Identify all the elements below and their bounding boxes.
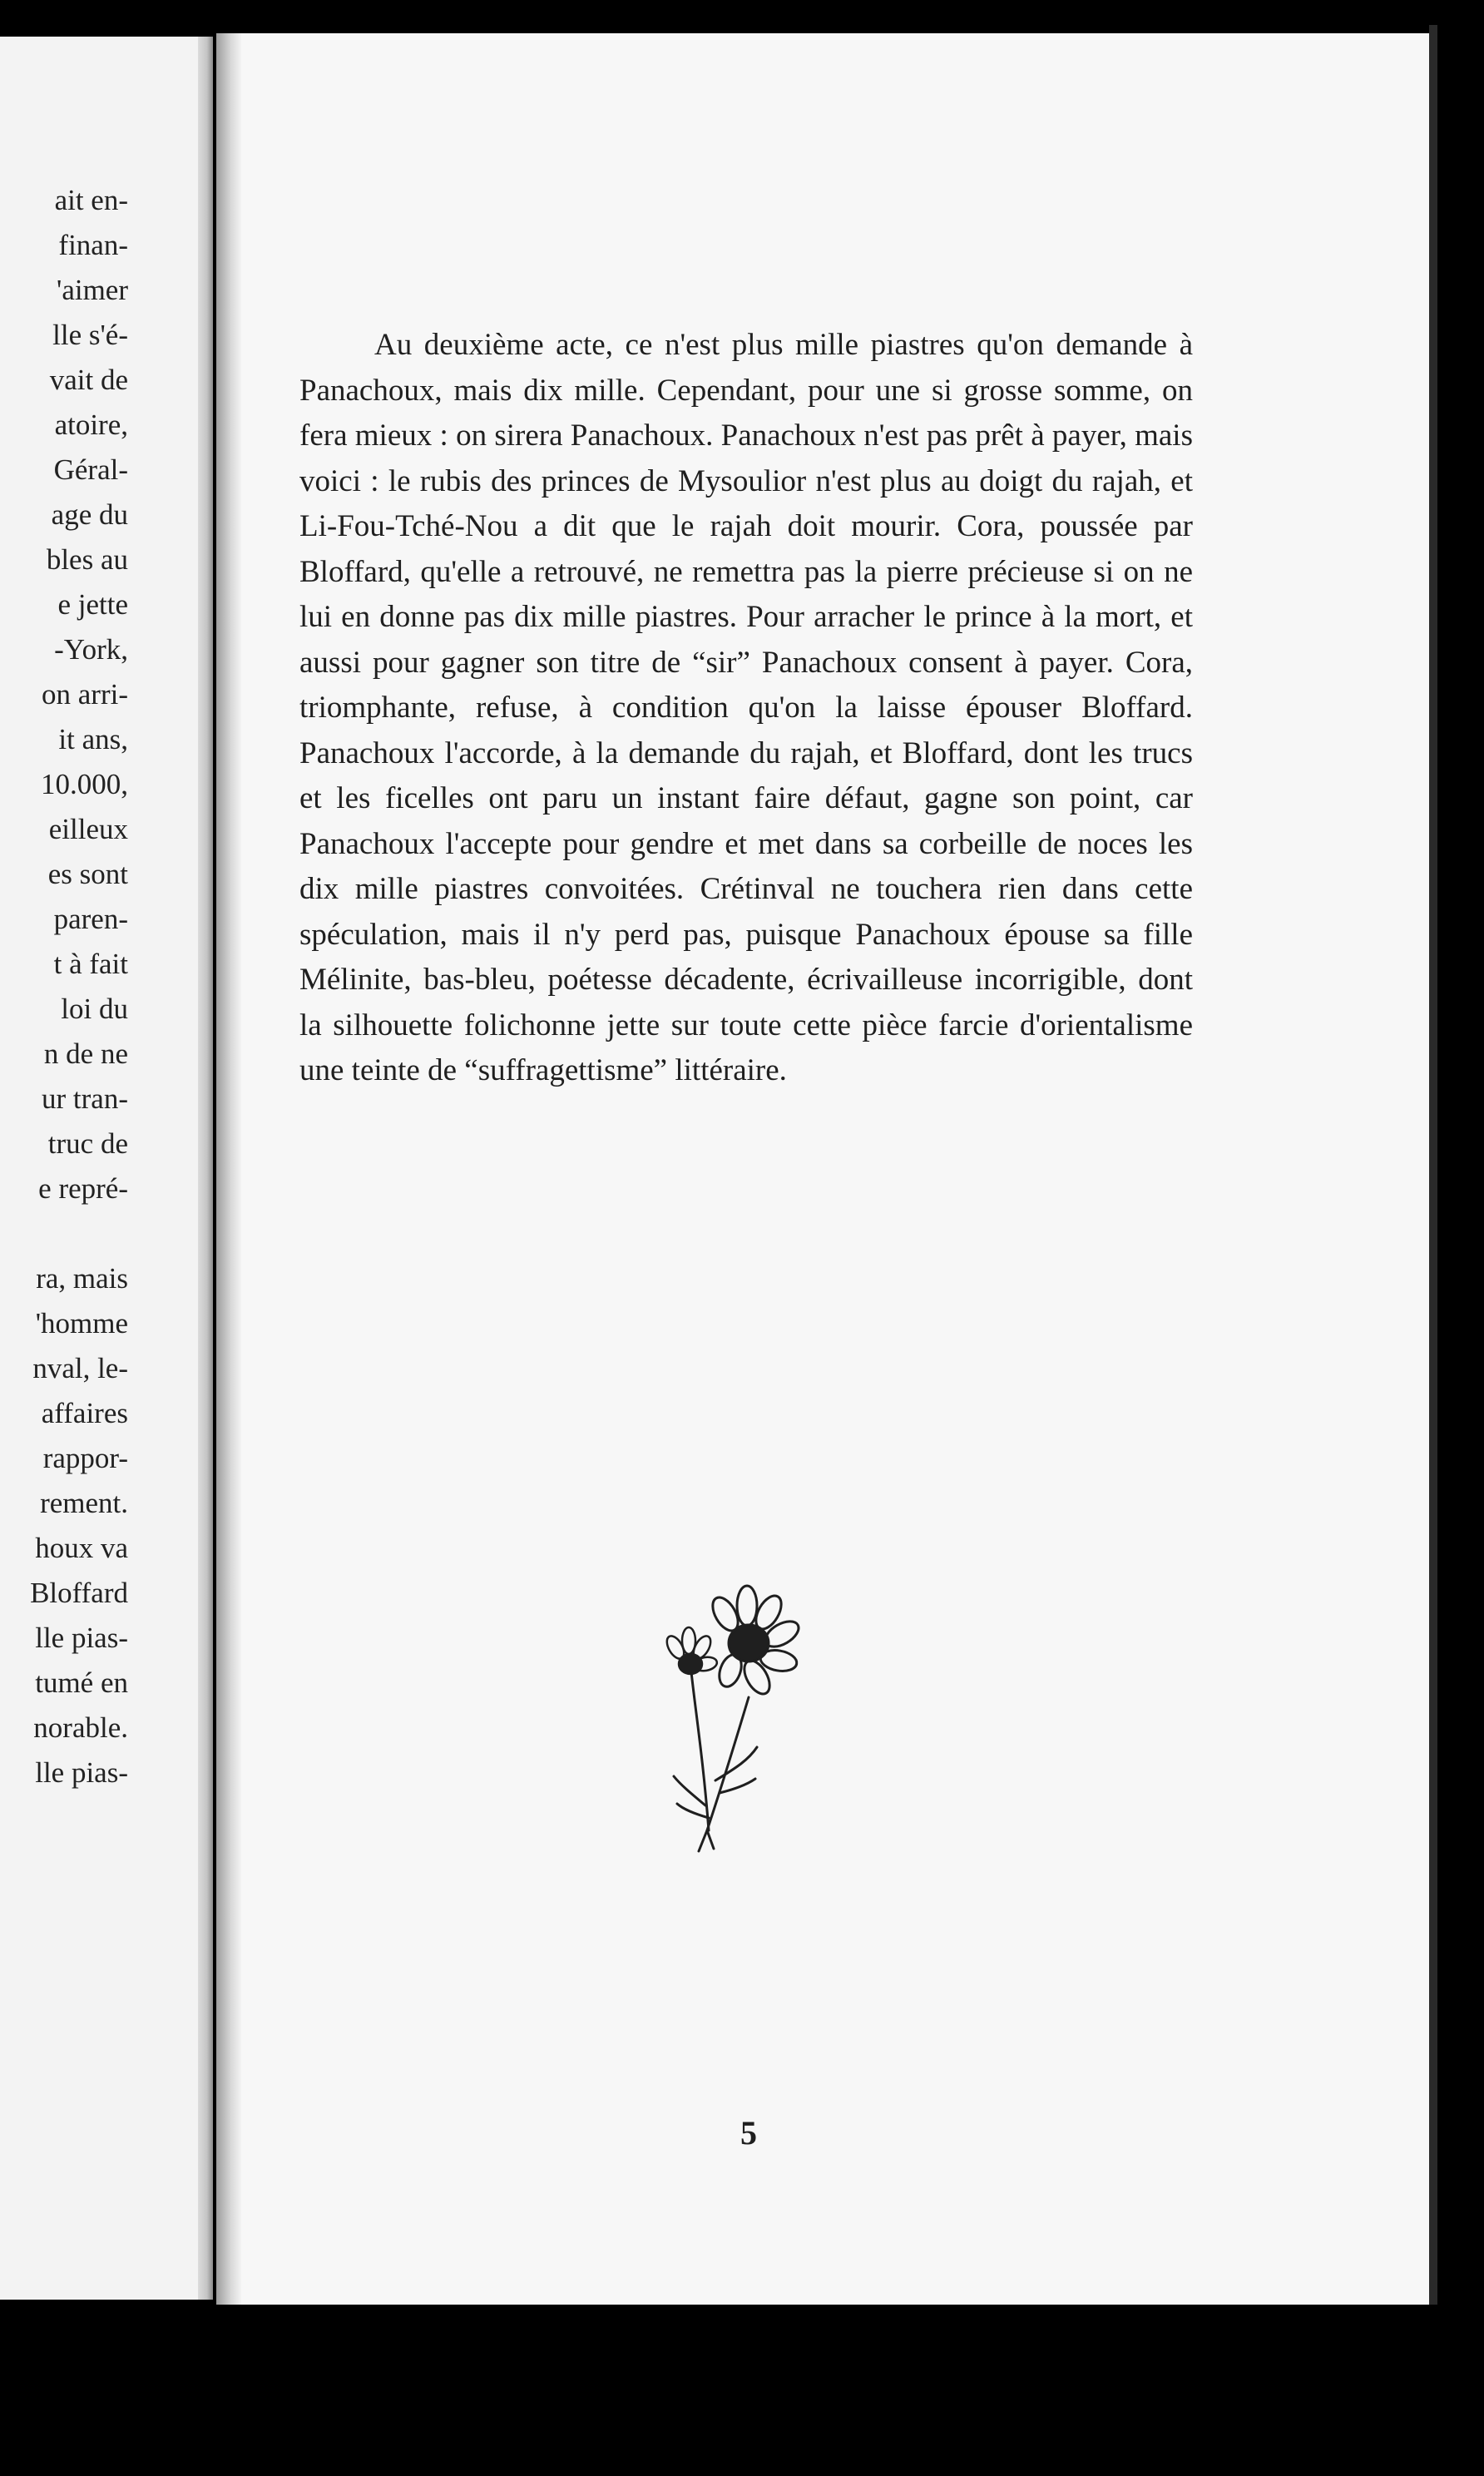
left-page-line: ait en- xyxy=(54,184,128,216)
left-page-line: atoire, xyxy=(54,409,128,441)
left-page-line: Géral- xyxy=(53,453,128,486)
left-page-line: it ans, xyxy=(58,723,128,755)
page-gutter xyxy=(216,33,241,2305)
left-page-line: finan- xyxy=(58,229,128,261)
left-page-line xyxy=(0,1211,128,1256)
left-page-line: t à fait xyxy=(53,948,128,980)
left-page-line: tumé en xyxy=(35,1666,128,1699)
left-page-line: rement. xyxy=(40,1487,128,1519)
page-right-edge xyxy=(1429,25,1437,2305)
left-page-line: 'homme xyxy=(35,1307,128,1340)
left-page-line: 10.000, xyxy=(41,768,128,800)
left-page-line: ur tran- xyxy=(42,1082,128,1115)
left-page-line: lle s'é- xyxy=(52,319,128,351)
left-page-line: truc de xyxy=(47,1127,128,1160)
left-page-text xyxy=(0,178,128,1795)
flower-ornament-icon xyxy=(657,1581,840,1864)
left-page-line: on arri- xyxy=(42,678,128,711)
left-page-line: paren- xyxy=(53,903,128,935)
left-page-line: ra, mais xyxy=(36,1262,128,1295)
left-page-line: loi du xyxy=(61,993,128,1025)
left-page-line: -York, xyxy=(54,633,128,666)
left-page-fragment xyxy=(0,37,213,2300)
left-page-line: age du xyxy=(51,498,128,531)
page-number: 5 xyxy=(740,2114,757,2152)
left-page-line: nval, le- xyxy=(32,1352,128,1384)
left-page-line: e jette xyxy=(57,588,128,621)
left-page-line: Bloffard xyxy=(30,1577,128,1609)
left-page-line: houx va xyxy=(35,1532,128,1564)
left-page-line: lle pias- xyxy=(35,1622,128,1654)
left-page-line: n de ne xyxy=(43,1037,128,1070)
main-page xyxy=(216,33,1429,2305)
left-page-line: es sont xyxy=(47,858,128,890)
left-page-line: bles au xyxy=(46,543,128,576)
left-page-line: lle pias- xyxy=(35,1756,128,1789)
left-page-line: eilleux xyxy=(48,813,128,845)
left-page-line: affaires xyxy=(41,1397,128,1429)
left-page-line: vait de xyxy=(49,364,128,396)
body-paragraph: Au deuxième acte, ce n'est plus mille piastres qu'on demande à Panachoux, mais dix mille. Cependant, pour une si grosse somme, on fera mieux : on sirera Panachoux. Panachoux n'est pas prêt à payer, mais voici : le rubis des princes de Mysoulior n'est plus au doigt du rajah, et Li-Fou-Tché-Nou a dit que le rajah doit mourir. Cora, poussée par Bloffard, qu'elle a retrouvé, ne remettra pas la pierre précieuse si on ne lui en donne pas dix mille piastres. Pour arracher le prince à la mort, et aussi pour gagner son titre de “sir” Panachoux consent à payer. Cora, triomphante, refuse, à condition qu'on la laisse épouser Bloffard. Panachoux l'accorde, à la demande du rajah, et Bloffard, dont les trucs et les ficelles ont paru un instant faire défaut, gagne son point, car Panachoux l'accepte pour gendre et met dans sa corbeille de noces les dix mille piastres convoitées. Crétinval ne touchera rien dans cette spéculation, mais il n'y perd pas, puisque Panachoux épouse sa fille Mélinite, bas-bleu, poétesse décadente, écrivailleuse incorrigible, dont la silhouette folichonne jette sur toute cette pièce farcie d'orientalisme une teinte de “suffragettisme” littéraire. xyxy=(299,328,1193,1087)
book-spine xyxy=(198,37,213,2300)
left-page-line: 'aimer xyxy=(57,274,128,306)
left-page-line: rappor- xyxy=(42,1442,128,1474)
left-page-line: norable. xyxy=(33,1711,128,1744)
left-page-line: e repré- xyxy=(38,1172,128,1205)
